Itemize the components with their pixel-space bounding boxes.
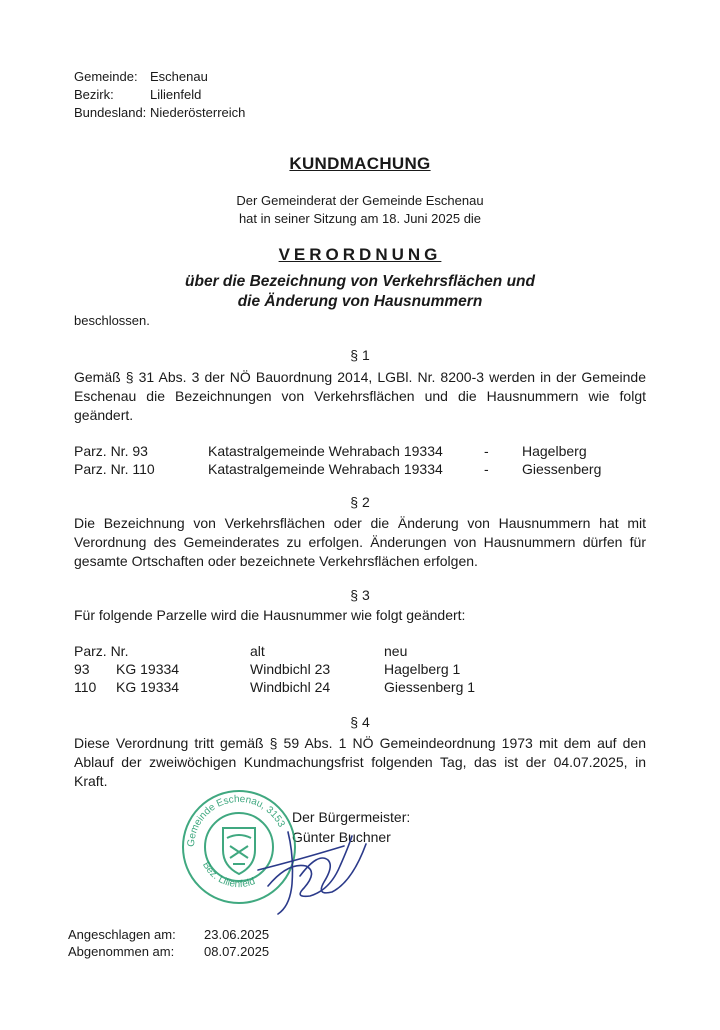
- section-4-heading: § 4: [350, 714, 370, 730]
- gemeinde-label: Gemeinde:: [74, 69, 138, 84]
- subtitle-line-2: die Änderung von Hausnummern: [237, 293, 483, 310]
- col-alt: alt: [250, 643, 265, 659]
- abgenommen-date: 08.07.2025: [204, 944, 270, 959]
- section-3-text: Für folgende Parzelle wird die Hausnummer wie folgt geändert:: [74, 607, 466, 623]
- mayor-role: Der Bürgermeister:: [292, 809, 411, 825]
- gemeinde-value: Eschenau: [150, 69, 208, 84]
- s1-row: [74, 442, 587, 461]
- section-2-text: Die Bezeichnung von Verkehrsflächen oder die Änderung von Hausnummern hat mit Verordnung des Gemeinderates zu erfolgen. Änderungen von Hausnummern dürfen für gesamte Ortschaften oder bezeichnete Verkehrsflächen erfolgen.: [74, 515, 646, 569]
- intro-line-2: hat in seiner Sitzung am 18. Juni 2025 die: [238, 211, 482, 226]
- kg: KG 19334: [116, 679, 180, 695]
- angeschlagen-label: Angeschlagen am:: [68, 927, 176, 942]
- section-2-heading: § 2: [350, 494, 370, 510]
- section-1-heading: § 1: [350, 347, 370, 363]
- stamp-text-bottom: Bez. Lilienfeld: [200, 860, 257, 891]
- posting-dates: [68, 926, 269, 960]
- bundesland-label: Bundesland:: [74, 105, 147, 120]
- bezirk-label: Bezirk:: [74, 87, 114, 102]
- intro-line-1: Der Gemeinderat der Gemeinde Eschenau: [236, 193, 484, 208]
- parz-nr: Parz. Nr. 110: [74, 461, 155, 477]
- katastralgemeinde: Katastralgemeinde Wehrabach 19334: [208, 443, 443, 459]
- street-name: Giessenberg: [522, 461, 602, 477]
- section-3-heading: § 3: [350, 587, 370, 603]
- intro-text: [0, 192, 720, 228]
- alt-address: Windbichl 24: [250, 679, 331, 695]
- col-parz: Parz. Nr.: [74, 643, 129, 659]
- abgenommen-label: Abgenommen am:: [68, 944, 175, 959]
- subtitle-line-1: über die Bezeichnung von Verkehrsflächen und: [185, 273, 535, 290]
- street-name: Hagelberg: [522, 443, 587, 459]
- stamp-text-top: Gemeinde Eschenau, 3153: [185, 793, 287, 848]
- mayor-name: Günter Buchner: [292, 829, 391, 845]
- document-title: KUNDMACHUNG: [289, 154, 431, 173]
- municipality-header: [74, 68, 245, 122]
- dash: -: [484, 443, 489, 459]
- kg: KG 19334: [116, 661, 180, 677]
- beschlossen-text: beschlossen.: [74, 313, 150, 328]
- s3-table-header: [74, 642, 407, 661]
- bezirk-value: Lilienfeld: [150, 87, 202, 102]
- section-1-text: Gemäß § 31 Abs. 3 der NÖ Bauordnung 2014, LGBl. Nr. 8200-3 werden in der Gemeinde Eschenau die Bezeichnungen von Verkehrsflächen und die Hausnummern wie folgt geändert.: [74, 369, 646, 423]
- verordnung-subtitle: [0, 272, 720, 312]
- handwritten-signature: [248, 826, 378, 922]
- col-neu: neu: [384, 643, 408, 659]
- verordnung-heading: VERORDNUNG: [278, 245, 442, 264]
- dash: -: [484, 461, 489, 477]
- bundesland-value: Niederösterreich: [150, 105, 246, 120]
- angeschlagen-date: 23.06.2025: [204, 927, 270, 942]
- neu-address: Hagelberg 1: [384, 661, 461, 677]
- table-row: [74, 678, 475, 697]
- parz-nr: 110: [74, 679, 97, 695]
- s1-row: [74, 460, 601, 479]
- katastralgemeinde: Katastralgemeinde Wehrabach 19334: [208, 461, 443, 477]
- parz-nr: 93: [74, 661, 90, 677]
- parz-nr: Parz. Nr. 93: [74, 443, 148, 459]
- table-row: [74, 660, 460, 679]
- alt-address: Windbichl 23: [250, 661, 331, 677]
- neu-address: Giessenberg 1: [384, 679, 476, 695]
- section-4-text: Diese Verordnung tritt gemäß § 59 Abs. 1 NÖ Gemeindeordnung 1973 mit dem auf den Ablauf der zweiwöchigen Kundmachungsfrist folgenden Tag, das ist der 04.07.2025, in Kraft.: [74, 735, 646, 789]
